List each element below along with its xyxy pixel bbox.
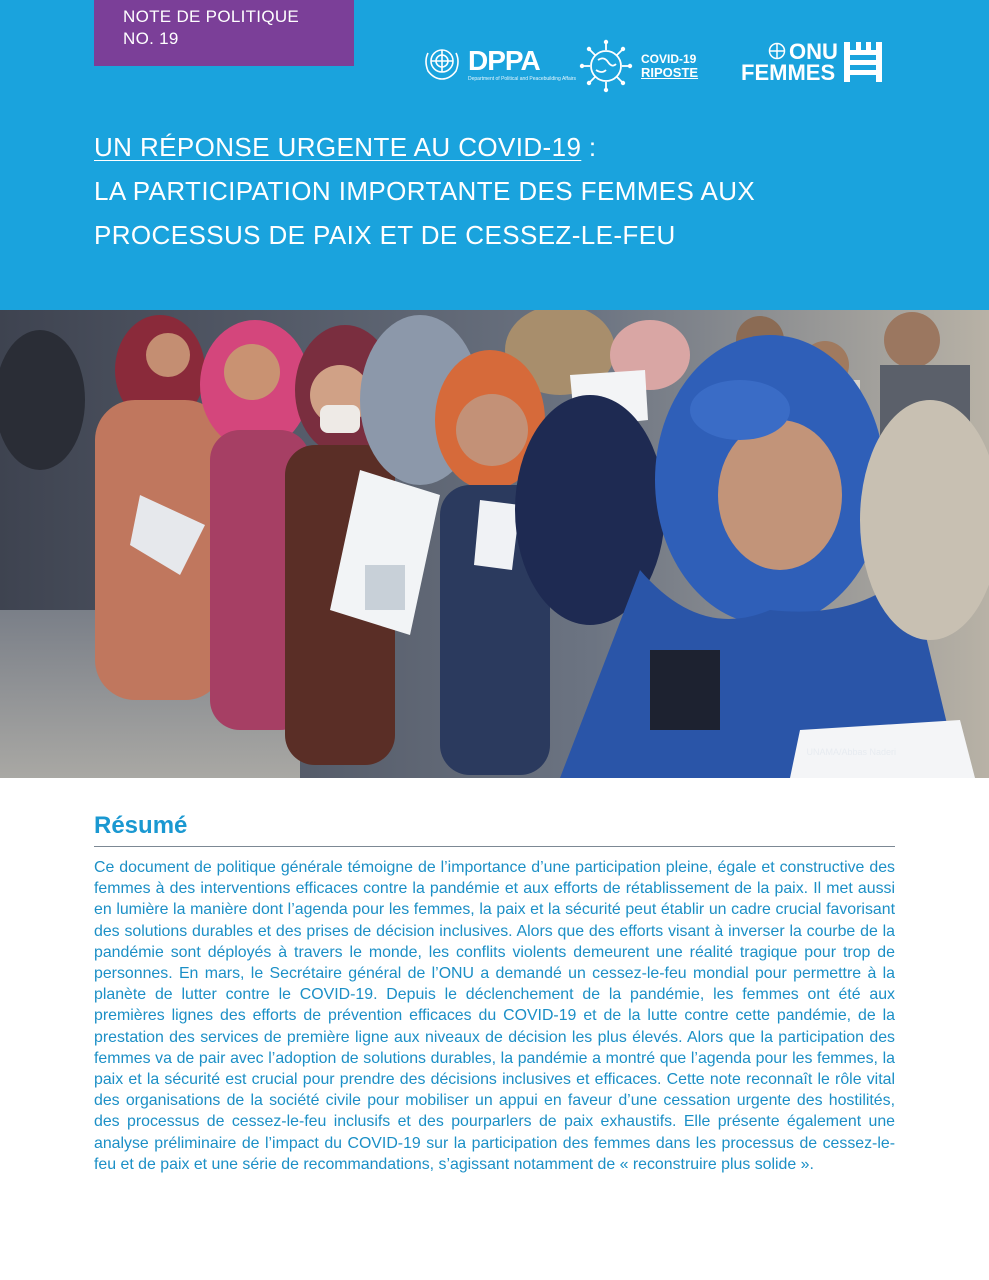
title-line-2: LA PARTICIPATION IMPORTANTE DES FEMMES AUX: [94, 176, 756, 206]
resume-body-text: Ce document de politique générale témoigne de l’importance d’une participation pleine, égale et constructive des femmes à des interventions efficaces contre la pandémie et aux efforts de rétablissement de la paix. Il met aussi en lumière la manière dont l’agenda pour les femmes, la paix et la sécurité peut établir un cadre crucial favorisant des solutions durables et des prises de décision inclusives. Alors que des efforts visant à inverser la courbe de la pandémie sont déployés à travers le monde, les conflits violents demeurent une réalité tragique pour trop de personnes. En mars, le Secrétaire général de l’ONU a demandé un cessez-le-feu mondial pour permettre à la planète de lutter contre le COVID-19. Depuis le déclenchement de la pandémie, les femmes ont été aux premières lignes des efforts de prévention efficaces du COVID-19 et de la lutte contre cette pandémie, de la prestation des services de première ligne aux niveaux de décision les plus élevés. Alors que la participation des femmes va de pair avec l’adoption de solutions durables, la pandémie a montré que l’agenda pour les femmes, la paix et la sécurité est crucial pour prendre des décisions inclusives et efficaces. Cette note reconnaît le rôle vital des organisations de la société civile pour mobiliser un appui en faveur d’une cessation urgente des hostilités, des processus de cessez-le-feu inclusifs et des pourparlers de paix exhaustifs. Elle présente également une analyse préliminaire de l’impact du COVID-19 sur la participation des femmes dans les processus de cessez-le-feu et de paix et une série de recommandations, s’agissant notamment de « reconstruire plus solide ».: [94, 859, 895, 1173]
un-emblem-small-icon: [767, 42, 787, 60]
photo-credit: UNAMA/Abbas Naderi: [806, 747, 896, 757]
dppa-wordmark: DPPA: [468, 45, 540, 76]
un-emblem-icon: [420, 41, 464, 81]
virus-globe-icon: [578, 38, 634, 94]
onu-femmes-logo: [741, 38, 884, 86]
title-line-3: PROCESSUS DE PAIX ET DE CESSEZ-LE-FEU: [94, 220, 676, 250]
covid-riposte-logo: [578, 38, 698, 94]
resume-heading: Résumé: [94, 812, 188, 839]
women-queue-photo: [0, 310, 989, 778]
covid-logo-line-2: RIPOSTE: [641, 65, 699, 80]
title-line-1: UN RÉPONSE URGENTE AU COVID-19: [94, 132, 582, 162]
onu-logo-line-1: [741, 41, 838, 62]
title-line-1-suffix: :: [581, 132, 597, 162]
heading-divider: [94, 846, 895, 847]
dppa-logo: [420, 40, 577, 82]
document-title: [94, 125, 914, 257]
cover-photo: [0, 310, 989, 778]
badge-line-1: NOTE DE POLITIQUE: [123, 7, 300, 26]
onu-wordmark: ONU: [789, 39, 838, 64]
covid-logo-line-1: COVID-19: [641, 52, 697, 66]
dppa-subtext: Department of Political and Peacebuilding Affairs: [468, 76, 577, 82]
header-banner: [0, 0, 989, 310]
femmes-wordmark: FEMMES: [741, 60, 836, 85]
policy-note-badge: [94, 0, 354, 66]
women-symbol-icon: [842, 40, 884, 84]
badge-line-2: NO. 19: [123, 29, 179, 48]
